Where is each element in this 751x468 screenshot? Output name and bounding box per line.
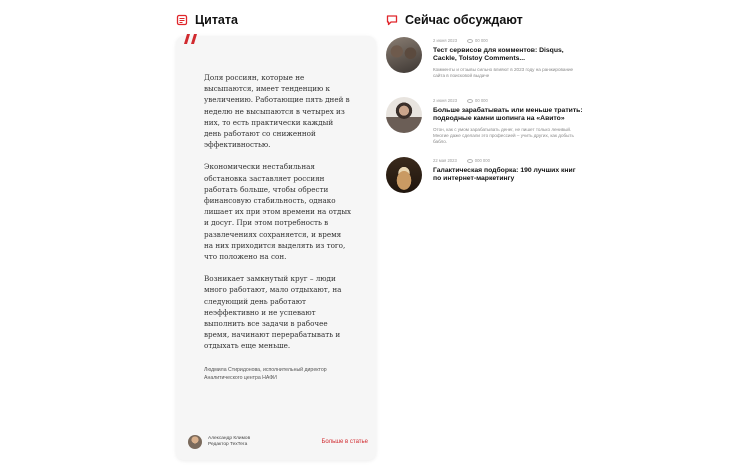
quote-marks-icon — [184, 34, 200, 46]
quote-paragraph: Доля россиян, которые не высыпаются, имеет тенденцию к увеличению. Работающие пять дней в неделю не высыпаются в четырех из них, то есть практически каждый день работают со сниженной эффективностью. — [204, 73, 350, 150]
discuss-section — [386, 12, 586, 183]
article-title[interactable] — [433, 107, 583, 124]
article-views — [467, 38, 488, 43]
eye-icon — [467, 159, 473, 163]
article-meta — [433, 158, 490, 163]
eye-icon — [467, 99, 473, 103]
views-count: 00 000 — [475, 38, 488, 43]
editor-info — [208, 436, 250, 448]
eye-icon — [467, 39, 473, 43]
article-title-link[interactable]: Тест сервисов для комментов: Disqus, Cackle, Tolstoy Comments... — [433, 47, 564, 63]
article-thumbnail[interactable] — [386, 97, 422, 133]
article-views — [467, 98, 488, 103]
quote-paragraph: Экономически нестабильная обстановка заставляет россиян работать больше, чтобы обрести финансовую стабильность, однако лишает их при этом времени на отдых и досуг. При этом потребность в развлечениях сохраняется, и время на них приходится выделять из того, что положено на сон. — [204, 162, 352, 262]
article-views — [467, 158, 490, 163]
discuss-item[interactable] — [386, 157, 586, 217]
quote-section-title: Цитата — [195, 13, 238, 27]
views-count: 000 000 — [474, 158, 490, 163]
quote-header — [176, 12, 376, 28]
article-title-link[interactable]: Галактическая подборка: 190 лучших книг по интернет-маркетингу — [433, 167, 576, 183]
quote-text — [204, 72, 352, 363]
article-title-link[interactable]: Больше зарабатывать или меньше тратить: подводные камни шопинга на «Авито» — [433, 107, 583, 123]
article-title[interactable] — [433, 167, 583, 184]
article-date: 2 июня 2023 — [433, 98, 458, 103]
discuss-section-icon — [386, 14, 398, 26]
quote-section — [176, 12, 376, 447]
views-count: 00 000 — [475, 98, 488, 103]
discuss-header — [386, 12, 586, 28]
editor-avatar — [188, 435, 202, 449]
discuss-item[interactable] — [386, 97, 586, 157]
quote-card — [176, 36, 376, 460]
article-title[interactable] — [433, 47, 583, 64]
article-excerpt: Комменты и отзывы сильно влияют в 2023 году на ранжирование сайта в поисковой выдаче — [433, 67, 574, 79]
editor-role: Редактор ТехТега — [208, 442, 248, 447]
article-meta — [433, 98, 488, 103]
article-thumbnail[interactable] — [386, 37, 422, 73]
quote-footer — [188, 432, 368, 452]
quote-paragraph: Возникает замкнутый круг – люди много работают, мало отдыхают, на следующий день работают неэффективно и не успевают выполнить все задачи в рабочее время, начинают перерабатывать и отдыхать еще меньше. — [204, 274, 342, 351]
more-in-article-link[interactable]: Больше в статье — [321, 439, 368, 445]
quote-source: Людмила Стиридонова, исполнительный директор Аналитического центра НАФИ — [204, 367, 327, 381]
article-date: 2 июня 2023 — [433, 38, 458, 43]
article-thumbnail[interactable] — [386, 157, 422, 193]
editor-name: Александр Климов — [208, 436, 251, 441]
article-excerpt: Отон, как с умом зарабатывать денег, не пишет только ленивый. Многие даже сделали это профессией – учить других, как добыть бабло. — [433, 127, 574, 145]
discuss-item[interactable] — [386, 37, 586, 97]
quote-section-icon — [176, 14, 188, 26]
discuss-list — [386, 37, 586, 217]
discuss-section-title: Сейчас обсуждают — [405, 13, 523, 27]
article-meta — [433, 38, 488, 43]
article-date: 22 мая 2023 — [433, 158, 457, 163]
